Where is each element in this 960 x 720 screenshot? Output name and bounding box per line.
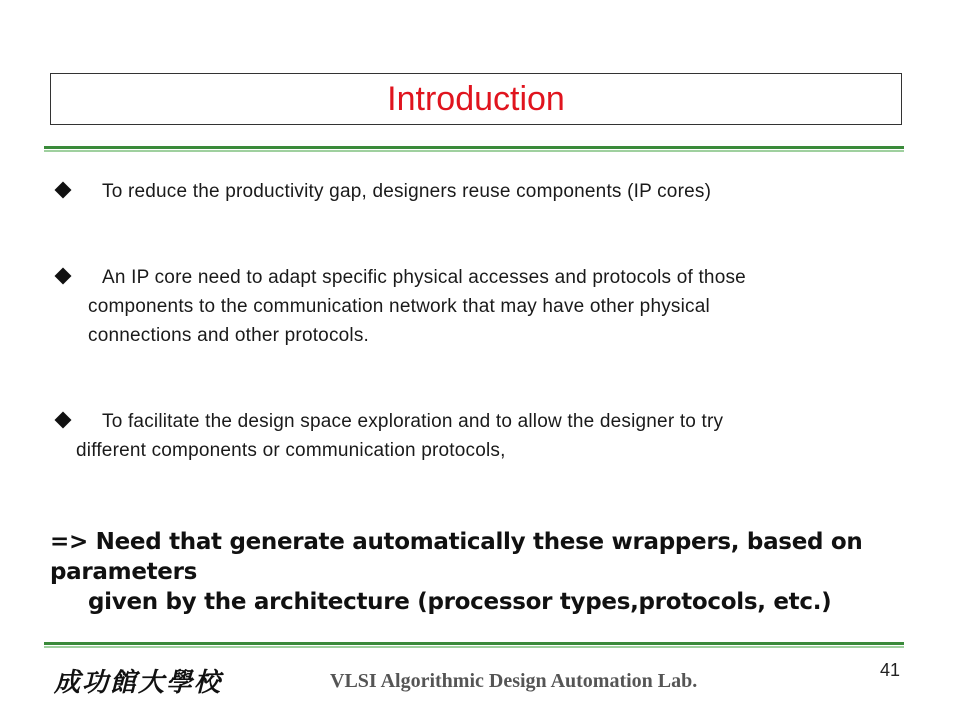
bullet-3 bbox=[76, 407, 723, 465]
bullet-2 bbox=[88, 263, 746, 350]
bullet-diamond-icon bbox=[55, 268, 72, 285]
bullet-2-line-2: components to the communication network that may have other physical bbox=[88, 296, 710, 317]
page-number: 41 bbox=[880, 660, 901, 680]
bullet-diamond-icon bbox=[55, 412, 72, 429]
bullet-2-line-3: connections and other protocols. bbox=[88, 325, 370, 346]
conclusion-line-1: => Need that generate automatically these wrappers, based on parameters bbox=[50, 529, 863, 585]
title-box bbox=[50, 73, 902, 125]
slide-title: Introduction bbox=[387, 79, 565, 118]
bullet-2-line-1: An IP core need to adapt specific physical accesses and protocols of those bbox=[102, 267, 746, 288]
conclusion-text bbox=[50, 527, 955, 617]
bullet-1-line-1: To reduce the productivity gap, designers reuse components (IP cores) bbox=[102, 181, 712, 202]
school-logo: 成功館大學校 bbox=[54, 668, 223, 698]
bullet-diamond-icon bbox=[55, 182, 72, 199]
bullet-3-line-2: different components or communication protocols, bbox=[76, 440, 506, 461]
lab-name: VLSI Algorithmic Design Automation Lab. bbox=[330, 670, 698, 692]
title-divider bbox=[44, 146, 904, 152]
bullet-1 bbox=[88, 177, 711, 206]
bullet-3-line-1: To facilitate the design space exploration and to allow the designer to try bbox=[102, 411, 724, 432]
footer-divider bbox=[44, 642, 904, 648]
conclusion-line-2: given by the architecture (processor types,protocols, etc.) bbox=[88, 589, 832, 615]
